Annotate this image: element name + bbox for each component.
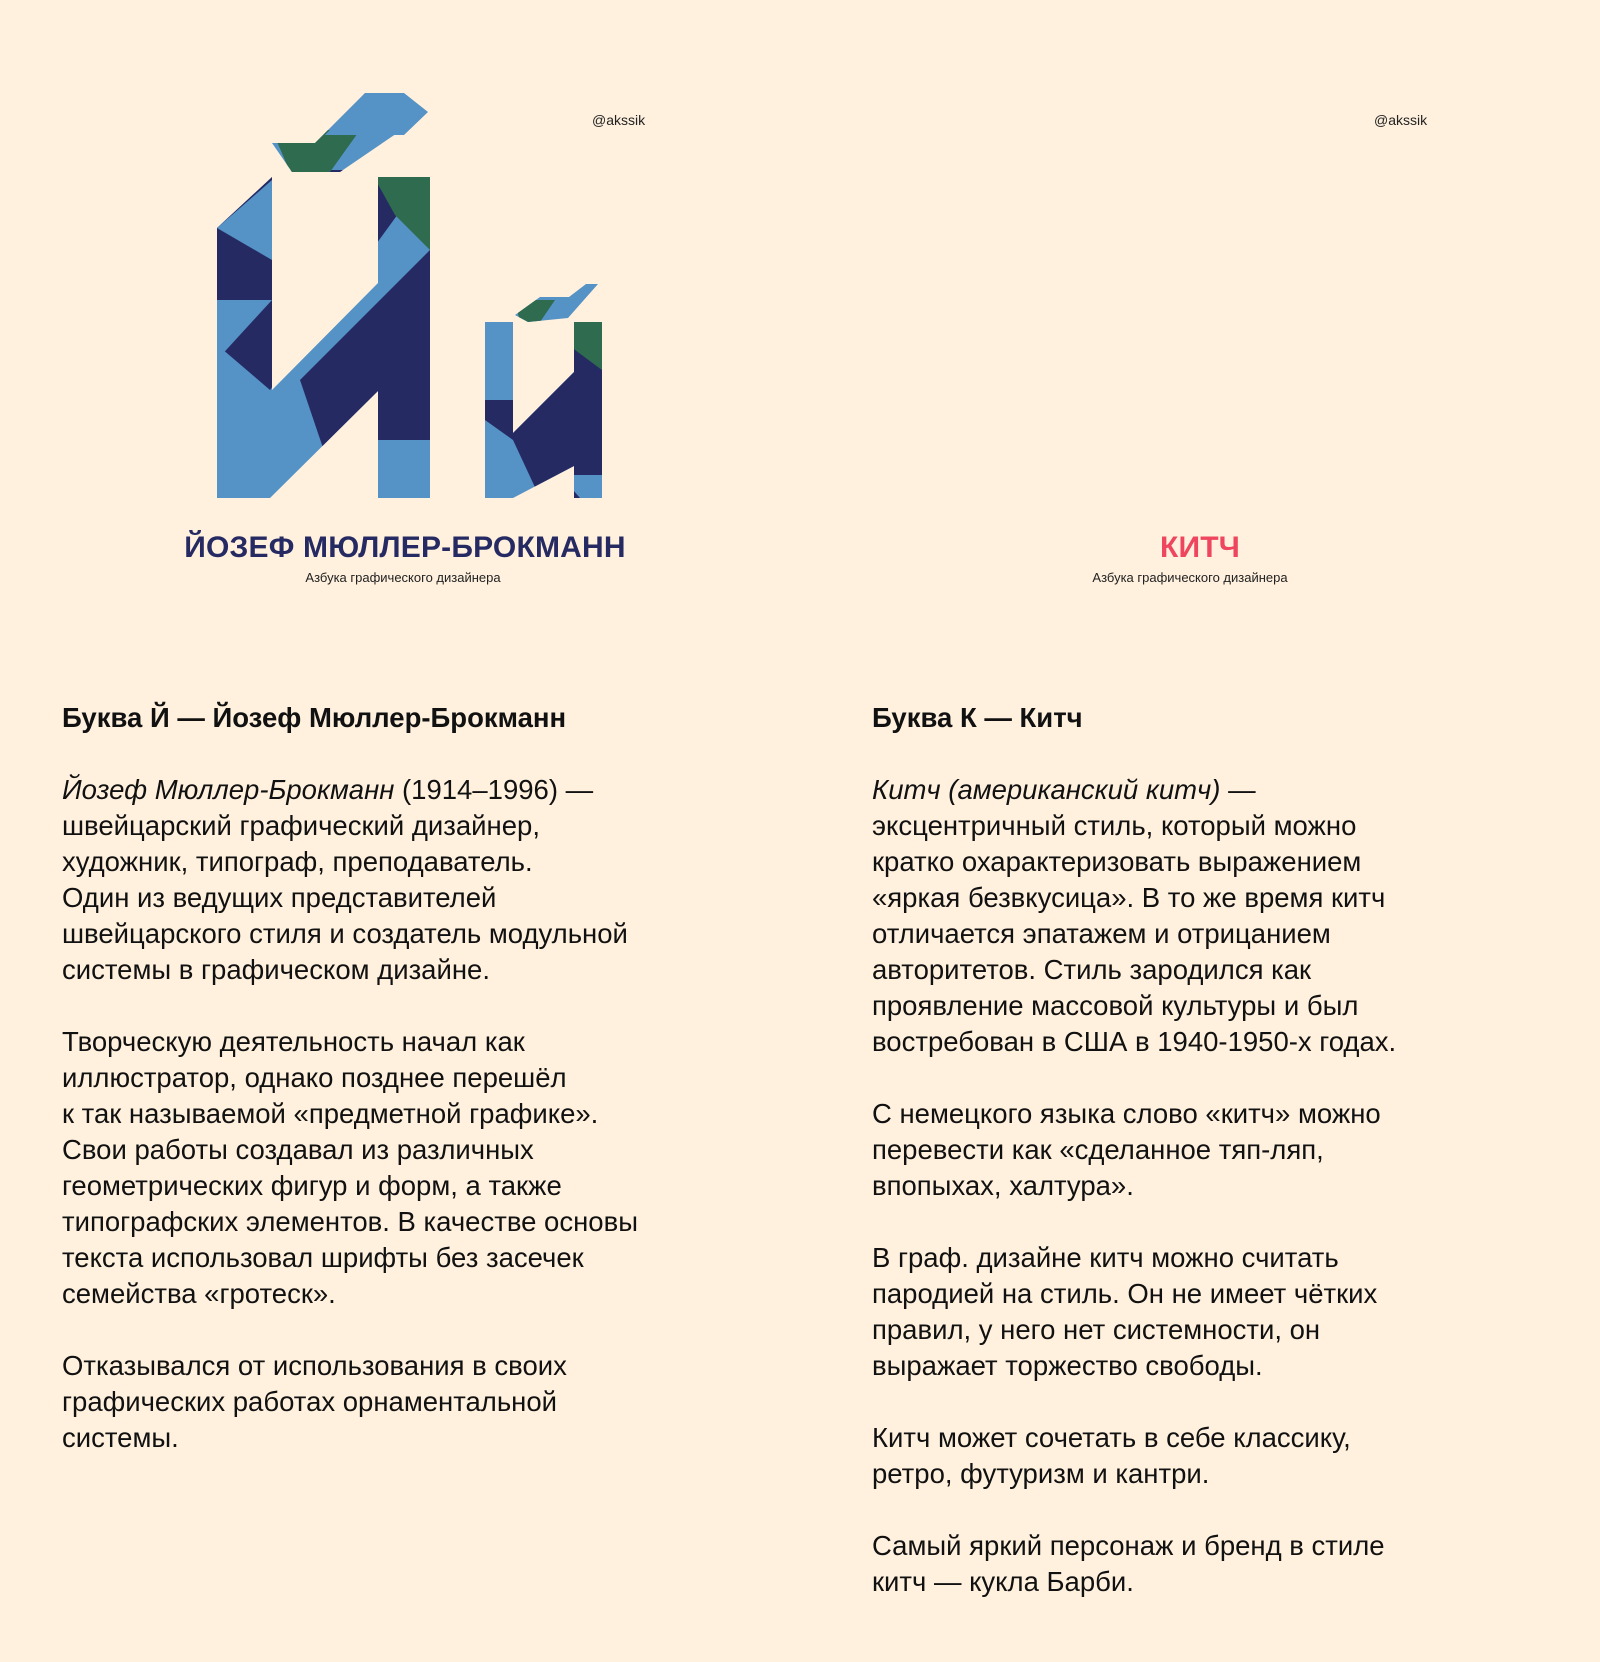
- article-paragraph: Йозеф Мюллер-Брокманн (1914–1996) — швейцарский графический дизайнер, художник, типограф, преподаватель. Один из ведущих представителей швейцарского стиля и создатель модульной системы в графическом дизайне.: [62, 774, 628, 985]
- article-term: Китч (американский китч): [872, 774, 1221, 805]
- letter-upper-short-i: [200, 80, 450, 500]
- article-paragraph: Китч может сочетать в себе классику, ретро, футуризм и кантри.: [872, 1422, 1351, 1489]
- article-heading: Буква К — Китч: [872, 702, 1083, 733]
- article-paragraph: Самый яркий персонаж и бренд в стиле китч — кукла Барби.: [872, 1530, 1385, 1597]
- letter-lower-short-i: [470, 270, 620, 500]
- author-handle: @akssik: [1374, 112, 1428, 128]
- article-heading: Буква Й — Йозеф Мюллер-Брокманн: [62, 702, 567, 733]
- article-paragraph: Творческую деятельность начал как иллюстратор, однако позднее перешёл к так называемой «предметной графике». Свои работы создавал из различных геометрических фигур и форм, а также типографских элементов. В качестве основы текста использовал шрифты без засечек семейства «гротеск».: [62, 1026, 638, 1309]
- card-title: ЙОЗЕФ МЮЛЛЕР-БРОКМАНН: [184, 531, 626, 564]
- article-paragraph: Китч (американский китч) — эксцентричный стиль, который можно кратко охарактеризовать выражением «яркая безвкусица». В то же время китч отличается эпатажем и отрицанием авторитетов. Стиль зародился как проявление массовой культуры и был востребован в США в 1940-1950-х годах.: [872, 774, 1397, 1057]
- card-subtitle: Азбука графического дизайнера: [305, 570, 501, 585]
- article-k: [872, 700, 1592, 1636]
- article-term: Йозеф Мюллер-Брокманн: [62, 774, 395, 805]
- letter-art-short-i: [0, 0, 800, 500]
- letter-card-k: [800, 0, 1600, 640]
- article-paragraph: Отказывался от использования в своих графических работах орнаментальной системы.: [62, 1350, 567, 1453]
- card-subtitle: Азбука графического дизайнера: [1092, 570, 1288, 585]
- author-handle: @akssik: [592, 112, 646, 128]
- article-paragraph: В граф. дизайне китч можно считать пародией на стиль. Он не имеет чётких правил, у него нет системности, он выражает торжество свободы.: [872, 1242, 1378, 1381]
- article-paragraph: С немецкого языка слово «китч» можно перевести как «сделанное тяп-ляп, впопыхах, халтура».: [872, 1098, 1381, 1201]
- article-short-i: [62, 700, 782, 1492]
- card-title: КИТЧ: [1159, 531, 1241, 564]
- letter-card-short-i: [0, 0, 800, 640]
